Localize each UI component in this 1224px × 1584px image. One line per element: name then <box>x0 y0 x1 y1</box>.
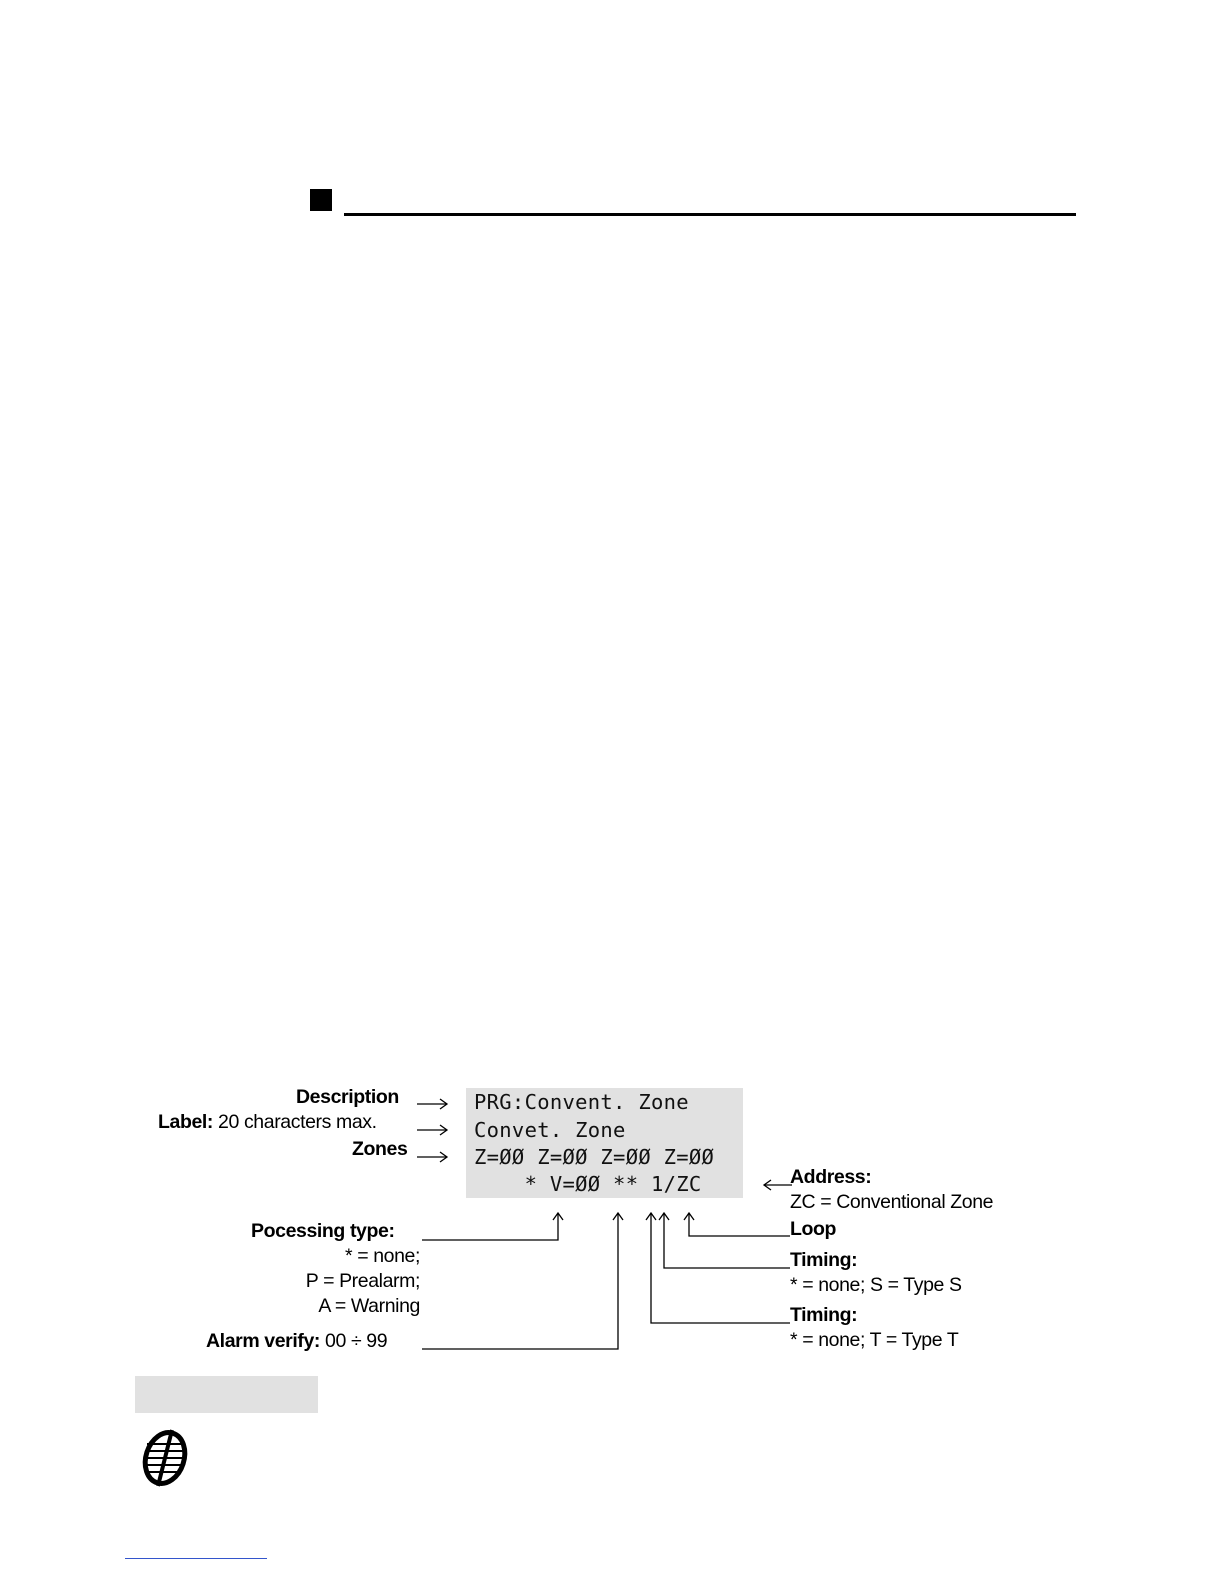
processing-warning: A = Warning <box>318 1295 420 1317</box>
processing-arrow-icon <box>422 1213 563 1240</box>
timing-s-text: * = none; S = Type S <box>790 1274 962 1296</box>
lcd-line-4: * V=ØØ ** 1/ZC <box>474 1172 702 1196</box>
alarm-verify-title: Alarm verify: <box>206 1330 321 1352</box>
description-arrow-icon <box>417 1099 447 1109</box>
zones-arrow-icon <box>417 1152 447 1162</box>
label-arrow-icon <box>417 1125 447 1135</box>
loop-arrow-icon <box>684 1213 790 1236</box>
address-text: ZC = Conventional Zone <box>790 1191 994 1213</box>
timing-t-title: Timing: <box>790 1304 858 1326</box>
description-label: Description <box>296 1086 399 1108</box>
label-text: 20 characters max. <box>213 1111 377 1133</box>
loop-label: Loop <box>790 1218 837 1240</box>
note-box <box>135 1376 318 1413</box>
address-title: Address: <box>790 1166 872 1188</box>
processing-none: * = none; <box>344 1245 420 1267</box>
lcd-line-2: Convet. Zone <box>474 1118 626 1142</box>
lcd-line-1: PRG:Convent. Zone <box>474 1090 689 1114</box>
timing-t-text: * = none; T = Type T <box>790 1329 959 1351</box>
timing-s-arrow-icon <box>659 1213 790 1268</box>
label-title: Label: <box>158 1111 214 1133</box>
alarm-verify-range: 00 ÷ 99 <box>320 1330 388 1352</box>
processing-prealarm: P = Prealarm; <box>305 1270 420 1292</box>
processing-type-title: Pocessing type: <box>251 1220 395 1242</box>
zones-label: Zones <box>352 1138 408 1160</box>
timing-s-title: Timing: <box>790 1249 858 1271</box>
alarm-verify-arrow-icon <box>422 1213 623 1349</box>
address-arrow-icon <box>764 1180 792 1190</box>
link-underline[interactable] <box>125 1558 267 1559</box>
company-logo-icon <box>138 1424 196 1490</box>
lcd-line-3: Z=ØØ Z=ØØ Z=ØØ Z=ØØ <box>474 1145 715 1169</box>
